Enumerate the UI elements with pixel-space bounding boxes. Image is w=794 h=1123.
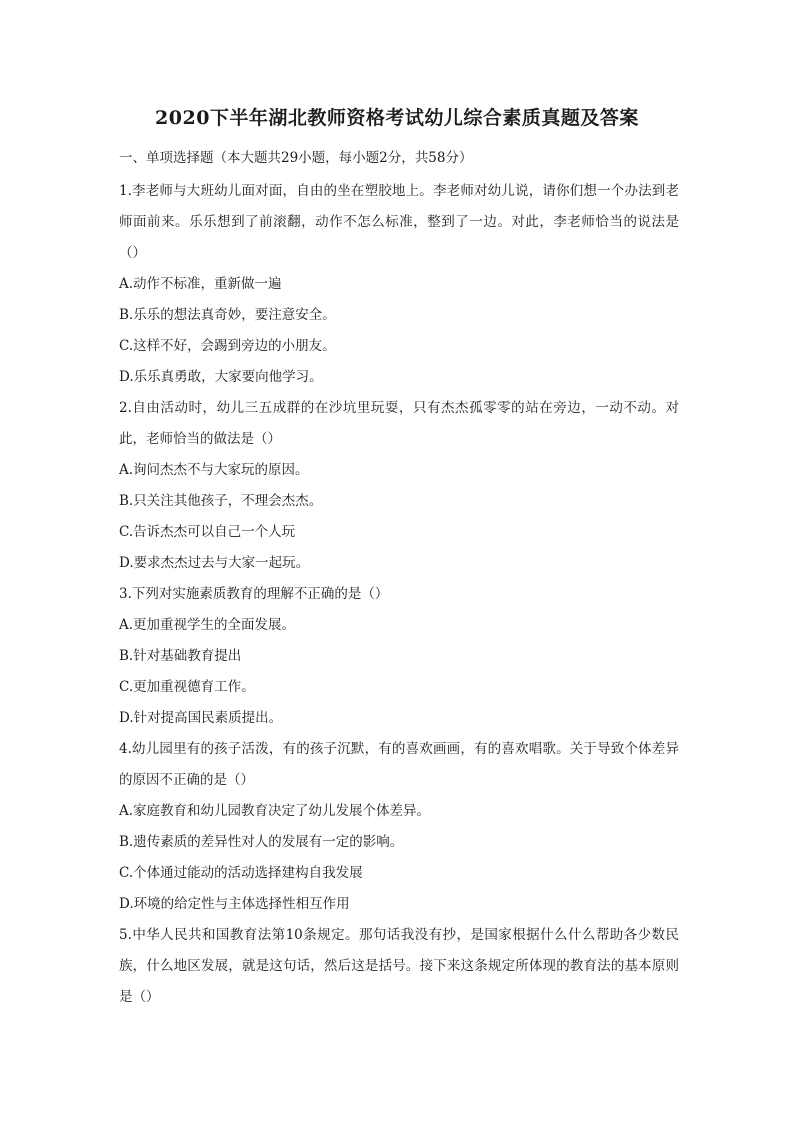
- question-stem: 5.中华人民共和国教育法第10条规定。那句话我没有抄，是国家根据什么什么帮助各少数民族，什么地区发展，就是这句话，然后这是括号。接下来这条规定所体现的教育法的基本原则是（）: [119, 927, 679, 1005]
- section-heading: 一、单项选择题（本大题共29小题，每小题2分，共58分）: [119, 150, 473, 166]
- question-stem: 1.李老师与大班幼儿面对面，自由的坐在塑胶地上。李老师对幼儿说，请你们想一个办法到老师面前来。乐乐想到了前滚翻，动作不怎么标准，整到了一边。对此，李老师恰当的说法是（）: [119, 183, 679, 261]
- question-3: [119, 579, 679, 734]
- option-list: [119, 455, 679, 579]
- option-b: B.遗传素质的差异性对人的发展有一定的影响。: [119, 834, 404, 850]
- option-a: A.家庭教育和幼儿园教育决定了幼儿发展个体差异。: [119, 803, 431, 819]
- question-2: [119, 393, 679, 579]
- question-5: [119, 920, 679, 1013]
- option-list: [119, 610, 679, 734]
- question-stem: 3.下列对实施素质教育的理解不正确的是（）: [119, 586, 389, 602]
- option-a: A.动作不标准，重新做一遍: [119, 276, 282, 292]
- option-c: C.这样不好，会踢到旁边的小朋友。: [119, 338, 336, 354]
- option-c: C.个体通过能动的活动选择建构自我发展: [119, 865, 363, 881]
- question-1: [119, 176, 679, 393]
- option-c: C.告诉杰杰可以自己一个人玩: [119, 524, 296, 540]
- option-list: [119, 269, 679, 393]
- question-stem: 4.幼儿园里有的孩子活泼，有的孩子沉默，有的喜欢画画，有的喜欢唱歌。关于导致个体差异的原因不正确的是（）: [119, 741, 679, 788]
- question-4: [119, 734, 679, 920]
- option-b: B.只关注其他孩子，不理会杰杰。: [119, 493, 323, 509]
- option-c: C.更加重视德育工作。: [119, 679, 255, 695]
- option-d: D.要求杰杰过去与大家一起玩。: [119, 555, 310, 571]
- document-title: 2020下半年湖北教师资格考试幼儿综合素质真题及答案: [155, 107, 639, 129]
- option-d: D.针对提高国民素质提出。: [119, 710, 283, 726]
- option-d: D.乐乐真勇敢，大家要向他学习。: [119, 369, 323, 385]
- question-stem: 2.自由活动时，幼儿三五成群的在沙坑里玩耍，只有杰杰孤零零的站在旁边，一动不动。对此，老师恰当的做法是（）: [119, 400, 679, 447]
- option-a: A.询问杰杰不与大家玩的原因。: [119, 462, 309, 478]
- option-b: B.乐乐的想法真奇妙，要注意安全。: [119, 307, 336, 323]
- question-list: [119, 176, 679, 1013]
- option-list: [119, 796, 679, 920]
- option-d: D.环境的给定性与主体选择性相互作用: [119, 896, 350, 912]
- option-b: B.针对基础教育提出: [119, 648, 242, 664]
- option-a: A.更加重视学生的全面发展。: [119, 617, 296, 633]
